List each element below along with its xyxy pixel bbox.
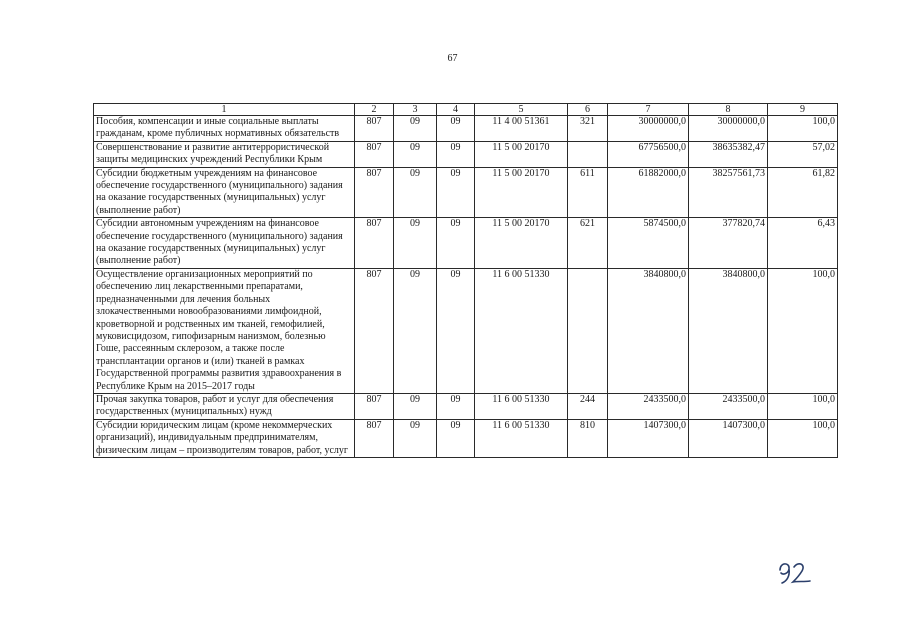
amount-planned: 3840800,0	[608, 268, 689, 393]
header-cell: 8	[689, 104, 768, 116]
table-row	[94, 268, 838, 393]
code-section: 09	[394, 167, 437, 218]
header-cell: 6	[568, 104, 608, 116]
code-subsection: 09	[437, 419, 475, 457]
row-description: Пособия, компенсации и иные социальные выплаты гражданам, кроме публичных нормативных обязательств	[94, 116, 355, 142]
page-number: 67	[447, 53, 458, 64]
code-ministry: 807	[355, 268, 394, 393]
code-subsection: 09	[437, 393, 475, 419]
amount-executed: 38257561,73	[689, 167, 768, 218]
code-subsection: 09	[437, 141, 475, 167]
row-description: Осуществление организационных мероприятий по обеспечению лиц лекарственными препаратами, предназначенными для лечения больных злокачественными новообразованиями лимфоидной, кроветворной и родственных им тканей, гемофилией, муковисцидозом, гипофизарным нанизмом, болезнью Гоше, рассеянным склерозом, а также после трансплантации органов и (или) тканей в рамках Государственной программы развития здравоохранения в Республике Крым на 2015–2017 годы	[94, 268, 355, 393]
code-section: 09	[394, 116, 437, 142]
code-expense-type	[568, 141, 608, 167]
header-cell: 4	[437, 104, 475, 116]
code-section: 09	[394, 393, 437, 419]
code-ministry: 807	[355, 167, 394, 218]
amount-executed: 3840800,0	[689, 268, 768, 393]
code-target-article: 11 5 00 20170	[475, 218, 568, 269]
row-description: Совершенствование и развитие антитеррористической защиты медицинских учреждений Республики Крым	[94, 141, 355, 167]
header-cell: 3	[394, 104, 437, 116]
amount-executed: 1407300,0	[689, 419, 768, 457]
code-ministry: 807	[355, 141, 394, 167]
code-section: 09	[394, 141, 437, 167]
amount-planned: 61882000,0	[608, 167, 689, 218]
handwritten-page-signature	[776, 560, 814, 586]
amount-executed: 38635382,47	[689, 141, 768, 167]
amount-executed: 2433500,0	[689, 393, 768, 419]
code-target-article: 11 6 00 51330	[475, 393, 568, 419]
table-row	[94, 419, 838, 457]
row-description: Субсидии юридическим лицам (кроме некоммерческих организаций), индивидуальным предпринимателям, физическим лицам – производителям товаров, работ, услуг	[94, 419, 355, 457]
amount-planned: 2433500,0	[608, 393, 689, 419]
row-description: Субсидии автономным учреждениям на финансовое обеспечение государственного (муниципального) задания на оказание государственных (муниципальных) услуг (выполнение работ)	[94, 218, 355, 269]
execution-percent: 6,43	[768, 218, 838, 269]
header-row	[94, 104, 838, 116]
code-section: 09	[394, 218, 437, 269]
execution-percent: 100,0	[768, 116, 838, 142]
code-target-article: 11 6 00 51330	[475, 268, 568, 393]
code-ministry: 807	[355, 419, 394, 457]
header-cell: 9	[768, 104, 838, 116]
table-row	[94, 116, 838, 142]
header-cell: 5	[475, 104, 568, 116]
execution-percent: 100,0	[768, 419, 838, 457]
code-expense-type	[568, 268, 608, 393]
row-description: Субсидии бюджетным учреждениям на финансовое обеспечение государственного (муниципального) задания на оказание государственных (муниципальных) услуг (выполнение работ)	[94, 167, 355, 218]
header-cell: 1	[94, 104, 355, 116]
amount-planned: 5874500,0	[608, 218, 689, 269]
code-subsection: 09	[437, 167, 475, 218]
code-ministry: 807	[355, 218, 394, 269]
row-description: Прочая закупка товаров, работ и услуг для обеспечения государственных (муниципальных) нужд	[94, 393, 355, 419]
code-ministry: 807	[355, 393, 394, 419]
table-row	[94, 141, 838, 167]
code-section: 09	[394, 268, 437, 393]
code-section: 09	[394, 419, 437, 457]
code-target-article: 11 5 00 20170	[475, 141, 568, 167]
header-cell: 2	[355, 104, 394, 116]
budget-table	[93, 103, 838, 458]
code-subsection: 09	[437, 116, 475, 142]
code-subsection: 09	[437, 218, 475, 269]
amount-executed: 377820,74	[689, 218, 768, 269]
code-expense-type: 611	[568, 167, 608, 218]
code-expense-type: 621	[568, 218, 608, 269]
code-expense-type: 244	[568, 393, 608, 419]
code-expense-type: 321	[568, 116, 608, 142]
table-row	[94, 167, 838, 218]
amount-planned: 30000000,0	[608, 116, 689, 142]
code-target-article: 11 5 00 20170	[475, 167, 568, 218]
code-target-article: 11 6 00 51330	[475, 419, 568, 457]
amount-planned: 67756500,0	[608, 141, 689, 167]
execution-percent: 61,82	[768, 167, 838, 218]
execution-percent: 57,02	[768, 141, 838, 167]
amount-executed: 30000000,0	[689, 116, 768, 142]
code-expense-type: 810	[568, 419, 608, 457]
code-ministry: 807	[355, 116, 394, 142]
table-row	[94, 393, 838, 419]
header-cell: 7	[608, 104, 689, 116]
execution-percent: 100,0	[768, 268, 838, 393]
code-subsection: 09	[437, 268, 475, 393]
execution-percent: 100,0	[768, 393, 838, 419]
code-target-article: 11 4 00 51361	[475, 116, 568, 142]
amount-planned: 1407300,0	[608, 419, 689, 457]
table-row	[94, 218, 838, 269]
